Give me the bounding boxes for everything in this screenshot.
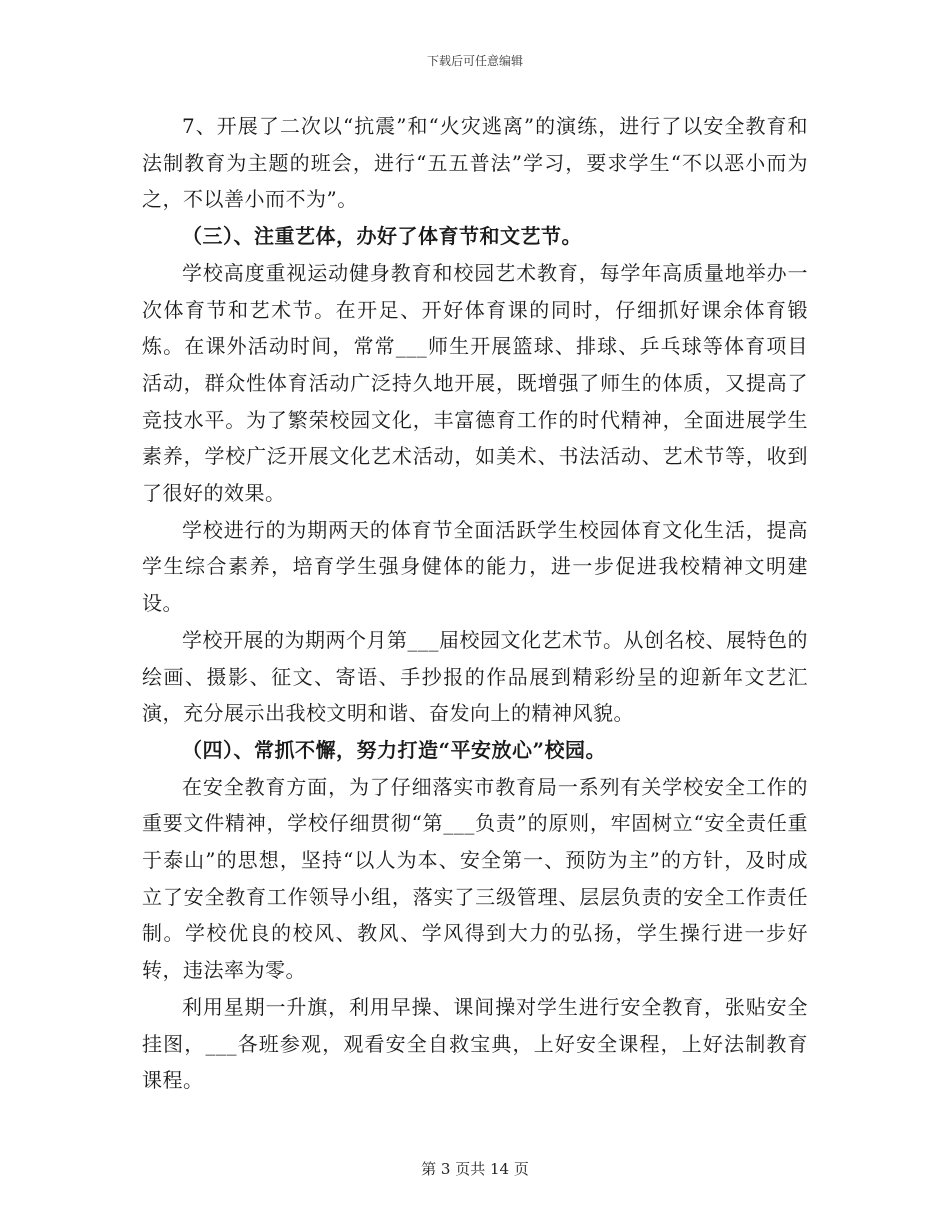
document-body (142, 108, 808, 1099)
page-number: 第 3 页共 14 页 (421, 1160, 529, 1178)
paragraph-arts-festival: 学校开展的为期两个月第___届校园文化艺术节。从创名校、展特色的绘画、摄影、征文、寄语、手抄报的作品展到精彩纷呈的迎新年文艺汇演，充分展示出我校文明和谐、奋发向上的精神风貌。 (142, 627, 808, 726)
section-heading-4: （四）、常抓不懈，努力打造“平安放心”校园。 (182, 737, 607, 762)
page-header-note: 下载后可任意编辑 (426, 54, 523, 68)
paragraph-sports-festival: 学校进行的为期两天的体育节全面活跃学生校园体育文化生活，提高学生综合素养，培育学生强身健体的能力，进一步促进我校精神文明建设。 (142, 517, 808, 616)
paragraph-safety-activities: 利用星期一升旗，利用早操、课间操对学生进行安全教育，张贴安全挂图，___各班参观，观看安全自救宝典，上好安全课程，上好法制教育课程。 (142, 994, 808, 1093)
paragraph-safety-education: 在安全教育方面，为了仔细落实市教育局一系列有关学校安全工作的重要文件精神，学校仔细贯彻“第___负责”的原则，牢固树立“安全责任重于泰山”的思想，坚持“以人为本、安全第一、预防为主”的方针，及时成立了安全教育工作领导小组，落实了三级管理、层层负责的安全工作责任制。学校优良的校风、教风、学风得到大力的弘扬，学生操行进一步好转，违法率为零。 (142, 774, 808, 983)
paragraph-sports-arts: 学校高度重视运动健身教育和校园艺术教育，每学年高质量地举办一次体育节和艺术节。在开足、开好体育课的同时，仔细抓好课余体育锻炼。在课外活动时间，常常___师生开展篮球、排球、乒乓球等体育项目活动，群众性体育活动广泛持久地开展，既增强了师生的体质，又提高了竞技水平。为了繁荣校园文化，丰富德育工作的时代精神，全面进展学生素养，学校广泛开展文化艺术活动，如美术、书法活动、艺术节等，收到了很好的效果。 (142, 260, 808, 506)
paragraph-drill-item-7: 7、开展了二次以“抗震”和“火灾逃离”的演练，进行了以安全教育和法制教育为主题的班会，进行“五五普法”学习，要求学生“不以恶小而为之，不以善小而不为”。 (142, 114, 808, 212)
section-heading-3: （三）、注重艺体，办好了体育节和文艺节。 (182, 224, 582, 249)
